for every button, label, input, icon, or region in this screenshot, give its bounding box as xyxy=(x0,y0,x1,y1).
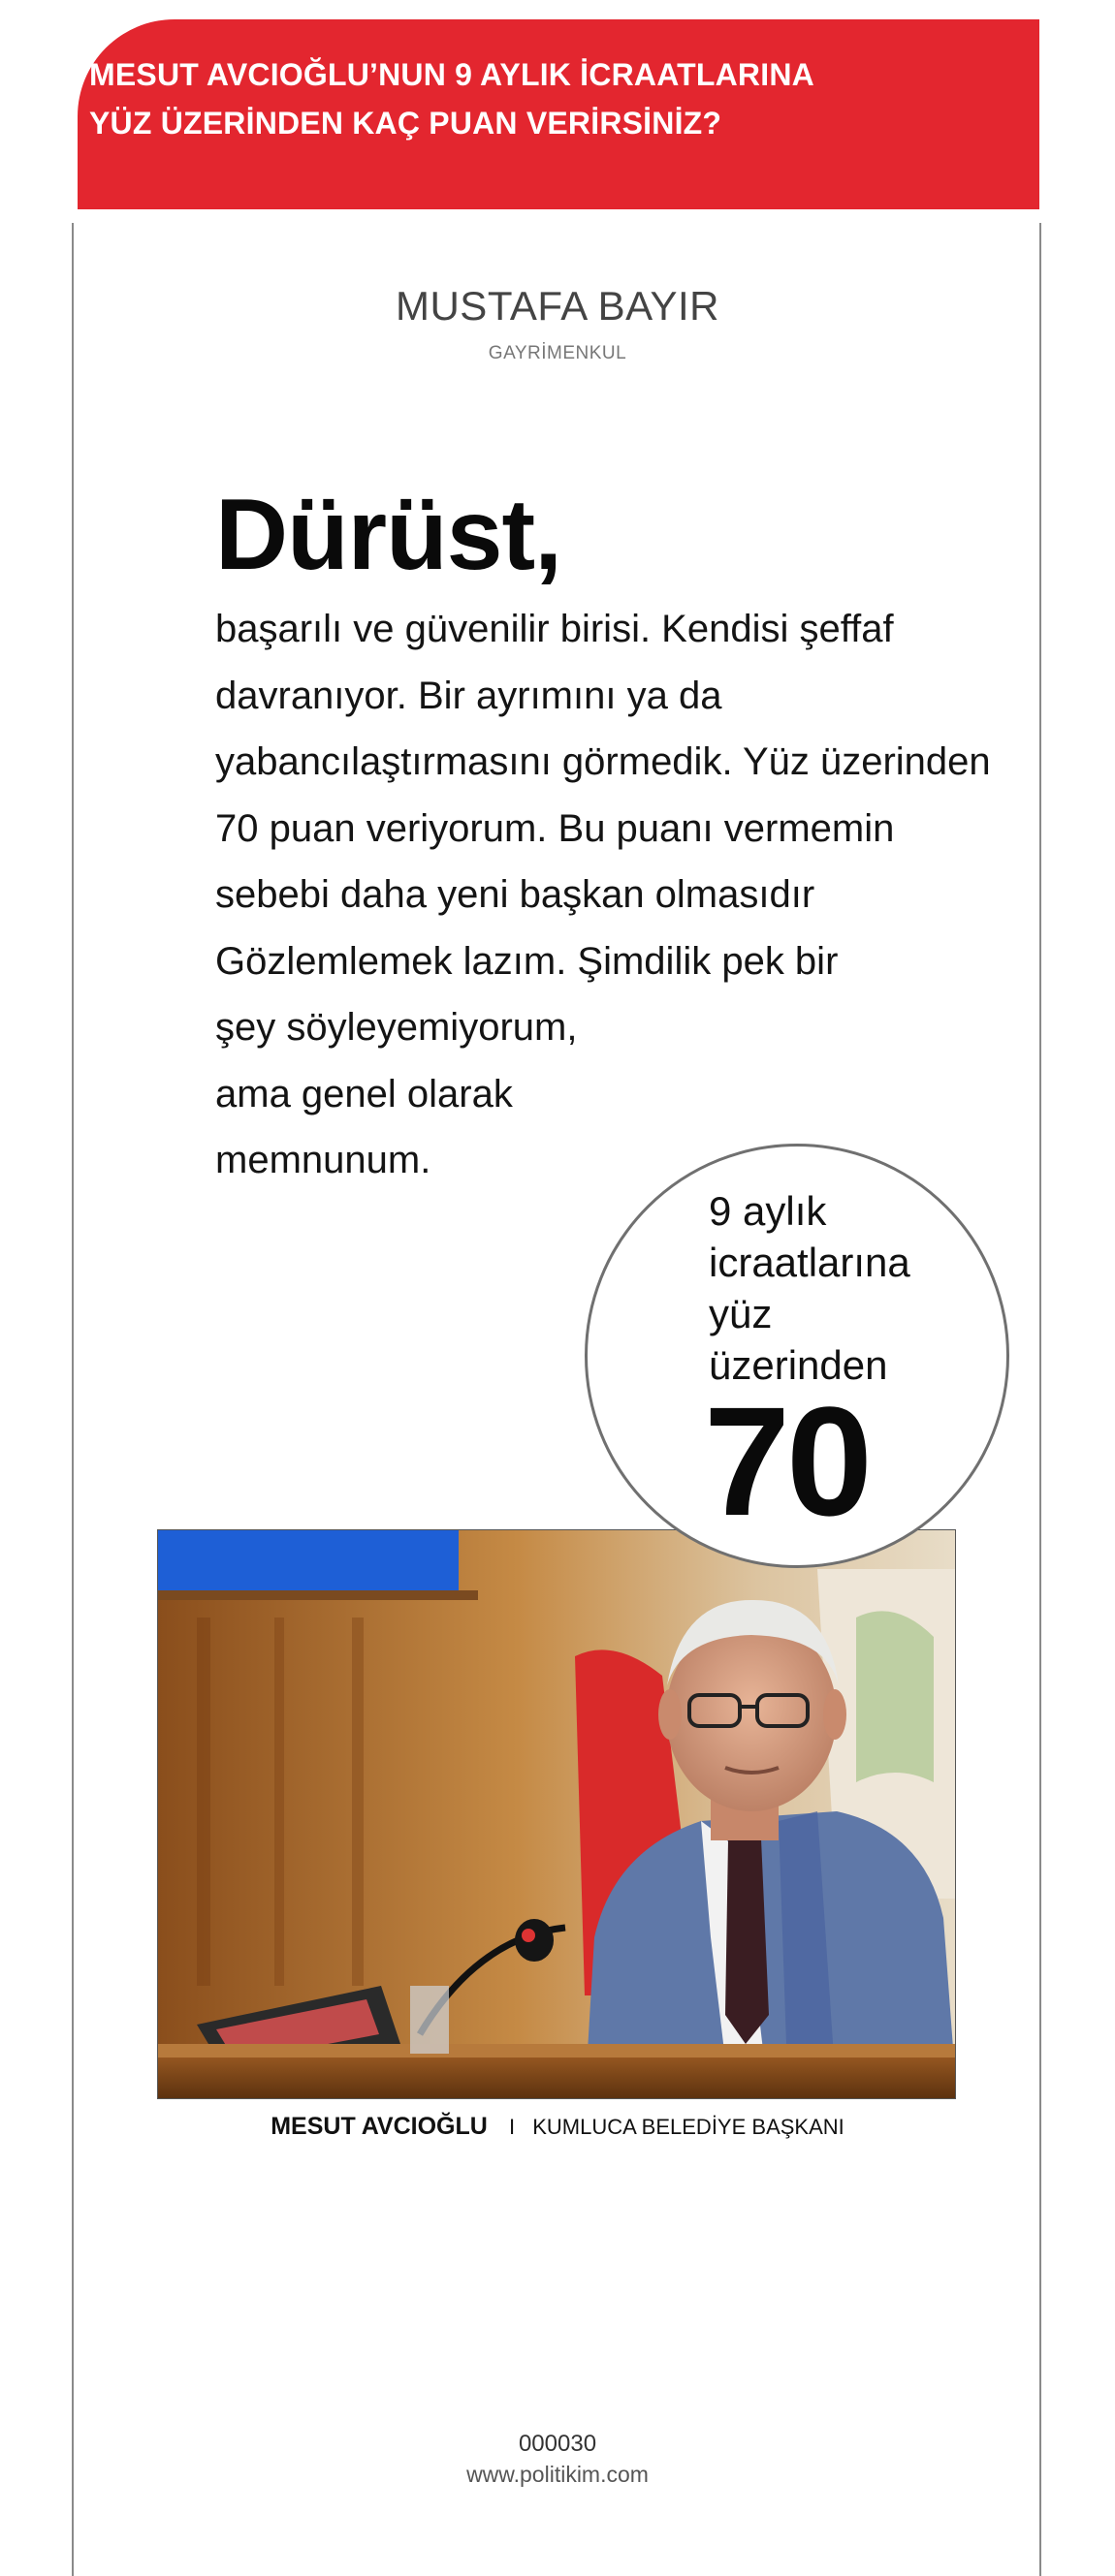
respondent-name: MUSTAFA BAYIR xyxy=(395,283,719,329)
caption-title: KUMLUCA BELEDİYE BAŞKANI xyxy=(532,2115,844,2139)
quote-line: Gözlemlemek lazım. Şimdilik pek bir xyxy=(215,939,839,983)
score-label-line: üzerinden xyxy=(709,1342,888,1388)
quote-line: memnunum. xyxy=(215,1139,431,1181)
score-label xyxy=(709,1185,910,1391)
quote-line: yabancılaştırmasını görmedik. Yüz üzerinden xyxy=(215,740,991,783)
banner-line-1: MESUT AVCIOĞLU’NUN 9 AYLIK İCRAATLARINA xyxy=(89,57,814,92)
quote-line: başarılı ve güvenilir birisi. Kendisi şeffaf xyxy=(215,608,894,650)
quote-headline: Dürüst, xyxy=(215,479,561,591)
banner-question xyxy=(89,50,814,147)
score-label-line: icraatlarına xyxy=(709,1240,910,1285)
score-circle xyxy=(585,1144,1009,1568)
quote-line: sebebi daha yeni başkan olmasıdır xyxy=(215,873,815,916)
banner-line-2: YÜZ ÜZERİNDEN KAÇ PUAN VERİRSİNİZ? xyxy=(89,106,722,141)
quote-line: davranıyor. Bir ayrımını ya da xyxy=(215,674,722,717)
quote-line: ama genel olarak xyxy=(215,1072,513,1115)
caption-separator: I xyxy=(508,2115,516,2139)
mayor-photo xyxy=(157,1529,956,2099)
score-value: 70 xyxy=(704,1374,869,1548)
quote-line: 70 puan veriyorum. Bu puanı vermemin xyxy=(215,806,895,850)
score-label-line: yüz xyxy=(709,1291,773,1336)
website-link[interactable]: www.politikim.com xyxy=(466,2462,649,2487)
quote-line: şey söyleyemiyorum, xyxy=(215,1006,578,1049)
respondent-occupation: GAYRİMENKUL xyxy=(488,343,627,363)
photo-caption xyxy=(0,2113,1115,2141)
score-label-line: 9 aylık xyxy=(709,1188,827,1234)
page-number: 000030 xyxy=(518,2431,597,2457)
caption-name: MESUT AVCIOĞLU xyxy=(271,2113,488,2140)
mayor-photo-illustration xyxy=(158,1530,956,2099)
quote-body xyxy=(215,596,1010,1194)
